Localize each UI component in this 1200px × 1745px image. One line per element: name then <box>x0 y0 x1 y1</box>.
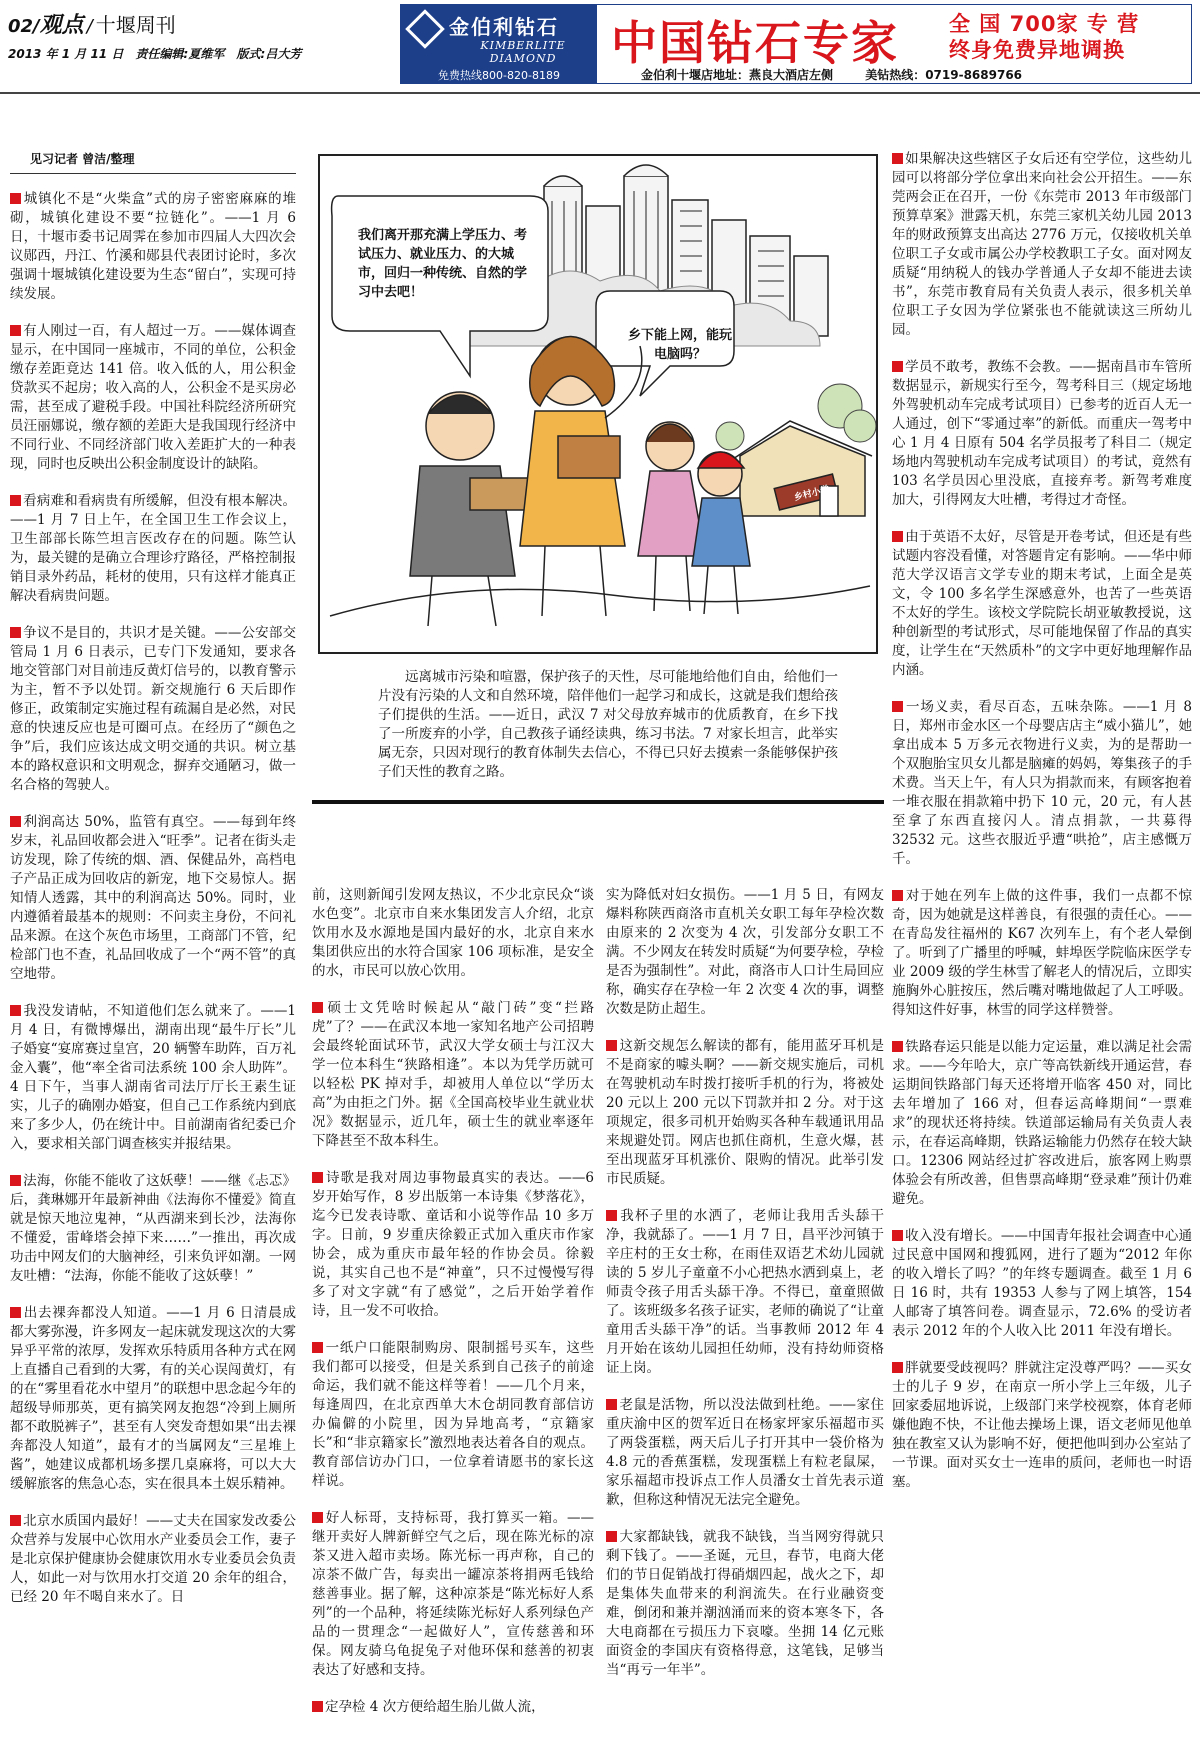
designer-credit: 版式:吕大芳 <box>236 47 302 61</box>
red-square-bullet-icon <box>10 1515 21 1526</box>
news-item <box>10 492 296 606</box>
news-text: 实为降低对妇女损伤。——1 月 5 日，有网友爆料称陕西商洛市直机关女职工每年孕检次数由原来的 2 次变为 4 次，引发部分女职工不满。不少网友在转发时质疑“为何要孕检，孕检是否为强制性”。对此，商洛市人口计生局回应称，确实存在孕检一年 2 次变 4 次的事，调整次数是防止超生。 <box>606 887 884 1017</box>
red-square-bullet-icon <box>10 325 21 336</box>
issue-date: 2013 年 1 月 11 日 <box>8 47 124 61</box>
red-square-bullet-icon <box>892 531 903 542</box>
news-text: 法海，你能不能收了这妖孽！——继《忐忑》后，龚琳娜开年最新神曲《法海你不懂爱》简直就是惊天地泣鬼神，“从西湖来到长沙，法海你不懂爱，雷峰塔会掉下来……”一推出，再次成功击中网友们的大脑神经，引来负评如潮。一网友吐槽：“法海，你能不能收了这妖孽！” <box>10 1173 296 1284</box>
news-item-continued <box>312 886 594 981</box>
news-item <box>892 1227 1192 1341</box>
news-item <box>312 1509 594 1680</box>
red-square-bullet-icon <box>312 1342 323 1353</box>
ad-footer <box>601 67 1191 84</box>
news-item <box>312 1698 594 1717</box>
red-square-bullet-icon <box>892 701 903 712</box>
red-square-bullet-icon <box>892 1041 903 1052</box>
news-item <box>892 150 1192 340</box>
red-square-bullet-icon <box>10 495 21 506</box>
news-text: 对于她在列车上做的这件事，我们一点都不惊奇，因为她就是这样善良，有很强的责任心。——在青岛发往福州的 K67 次列车上，有个老人晕倒了。听到了广播里的呼喊，蚌埠医学院临床医学专业 2009 级的学生林雪了解老人的情况后，立即实施胸外心脏按压，然后嘴对嘴地做起了人工呼吸。得知这件好事，林雪的同学这样赞誉。 <box>892 888 1192 1018</box>
news-item <box>606 1528 884 1680</box>
advertisement-banner <box>400 4 1192 84</box>
news-text: 一场义卖，看尽百态，五味杂陈。——1 月 8 日，郑州市金水区一个母婴店店主“威小猫儿”，她拿出成本 5 万多元衣物进行义卖，为的是帮助一个双胞胎宝贝女儿都是脑瘫的妈妈，筹集孩子的手术费。当天上午，有人只为捐款而来，有顾客抱着一堆衣服在捐款箱中扔下 10 元，20 元，有人甚至拿了东西直接闪人。清点捐款，一共募得 32532 元。这些衣服近乎遭“哄抢”，店主感慨万千。 <box>892 699 1192 867</box>
issue-meta <box>8 45 309 62</box>
news-item <box>10 1172 296 1286</box>
news-text: 利润高达 50%，监管有真空。——每到年终岁末，礼品回收都会进入“旺季”。记者在街头走访发现，除了传统的烟、酒、保健品外，高档电子产品正成为回收店的新宠，地下交易惊人。据知情人透露，其中的利润高达 50%。同时，业内遵循着最基本的规则：不问卖主身份，不问礼品来源。在这个灰色市场里，工商部门不管，纪检部门也不查，礼品回收成了一个“两不管”的真空地带。 <box>10 814 296 982</box>
caption-rule <box>312 800 884 804</box>
news-text: 硕士文凭啥时候起从“敲门砖”变“拦路虎”了？——在武汉本地一家知名地产公司招聘会最终轮面试环节，武汉大学女硕士与江汉大学一位本科生“狭路相逢”。本以为凭学历就可以轻松 PK 掉对手，却被用人单位以“学历太高”为由拒之门外。据《全国高校毕业生就业状况》数据显示，近几年，硕士生的就业率逐年下降甚至不敌本科生。 <box>312 1000 594 1149</box>
news-text: 胖就要受歧视吗？胖就注定没尊严吗？——买女士的儿子 9 岁，在南京一所小学上三年级，儿子回家委屈地诉说，上级部门来学校视察，体育老师嫌他跑不快，不让他去操场上课，语文老师见他单独在教室又认为影响不好，便把他叫到办公室站了一节课。面对买女士一连串的质问，老师也一时语塞。 <box>892 1360 1192 1490</box>
news-text: 北京水质国内最好！——丈夫在国家发改委公众营养与发展中心饮用水产业委员会工作，妻子是北京保护健康协会健康饮用水专业委员会负责人，如此一对与饮用水打交道 20 余年的组合，已经 20 年不喝自来水了。日 <box>10 1513 296 1605</box>
news-text: 这新交规怎么解读的都有，能用蓝牙耳机是不是商家的噱头啊？——新交规实施后，司机在驾驶机动车时拨打接听手机的行为，将被处 20 元以上 200 元以下罚款并扣 2 分。对于这项规定，很多司机开始购买各种车载通讯用品来规避处罚。网店也抓住商机，生意火爆，甚至出现蓝牙耳机涨价、限购的情况。此举引发市民质疑。 <box>606 1038 884 1187</box>
news-item <box>892 1359 1192 1492</box>
ad-side-line-1: 全 国 700家 专 营 <box>949 12 1140 36</box>
news-text: 收入没有增长。——中国青年报社会调查中心通过民意中国网和搜狐网，进行了题为“2012 年你的收入增长了吗？”的年终专题调查。截至 1 月 6 日 16 时，共有 19353 人参与了网上填答，154 人邮寄了填答问卷。调查显示，72.6% 的受访者表示 2012 年的个人收入比 2011 年没有增长。 <box>892 1228 1192 1339</box>
column-center-right <box>606 886 884 1698</box>
red-square-bullet-icon <box>606 1040 617 1051</box>
news-text: 有人刚过一百，有人超过一万。——媒体调查显示，在中国同一座城市，不同的单位，公积金缴存差距竟达 141 倍。收入低的人，用公积金贷款买不起房；收入高的人，公积金不是买房必需，甚至成了避税手段。中国社科院经济所研究员汪丽娜说，缴存额的差距大是我国现行经济中不同行业、不同经济部门收入差距扩大的一种表现，同时也反映出公积金制度设计的缺陷。 <box>10 323 296 472</box>
red-square-bullet-icon <box>312 1512 323 1523</box>
red-square-bullet-icon <box>892 890 903 901</box>
news-item <box>10 1304 296 1494</box>
news-item <box>10 624 296 795</box>
page-number: 02/ <box>8 16 40 37</box>
news-text: 如果解决这些辖区子女后还有空学位，这些幼儿园可以将部分学位拿出来向社会公开招生。——东莞两会正在召开，一份《东莞市 2013 年市级部门预算草案》泄露天机，东莞三家机关幼儿园 2013 年的财政预算支出高达 2776 万元，仅接收机关单位职工子女或市属公办学校教职工子女。面对网友质疑“用纳税人的钱办学普通人子女却不能进去读书”，东莞市教育局有关负责人表示，很多机关单位职工子女因为学位紧张也不能就读这三所幼儿园。 <box>892 151 1192 338</box>
red-square-bullet-icon <box>10 1005 21 1016</box>
news-item <box>606 1207 884 1378</box>
news-text: 老鼠是活物，所以没法做到杜绝。——家住重庆渝中区的贺军近日在杨家坪家乐福超市买了两袋蛋糕，两天后儿子打开其中一袋价格为 4.8 元的香蕉蛋糕，发现蛋糕上有粒老鼠屎，家乐福超市投诉点工作人员潘女士首先表示道歉，但称这种情况无法完全避免。 <box>606 1397 884 1508</box>
red-square-bullet-icon <box>892 153 903 164</box>
ad-side-text <box>949 11 1139 63</box>
red-square-bullet-icon <box>312 1172 323 1183</box>
speech-bubble-child: 乡下能上网，能玩电脑吗？ <box>627 328 732 362</box>
section-title: 观点 <box>39 13 84 38</box>
news-item <box>10 813 296 984</box>
red-square-bullet-icon <box>606 1210 617 1221</box>
news-text: 我杯子里的水洒了，老师让我用舌头舔干净，我就舔了。——1 月 7 日，昌平沙河镇于辛庄村的王女士称，在雨佳双语艺术幼儿园就读的 5 岁儿子童童不小心把热水洒到桌上，老师责令孩子用舌头舔干净。不得已，童童照做了。该班级多名孩子证实，老师的确说了“让童童用舌头舔干净”的话。当事教师 2012 年 4 月开始在该幼儿园担任幼师，没有持幼师资格证上岗。 <box>606 1208 884 1376</box>
school-sign: 乡村小学 <box>793 484 831 504</box>
ad-slogan: 中国钻石专家 <box>611 16 899 70</box>
news-item <box>10 1512 296 1607</box>
news-text: 定孕检 4 次方便给超生胎儿做人流， <box>325 1699 545 1715</box>
news-item <box>892 358 1192 510</box>
brand-name-cn: 金伯利钻石 <box>449 15 559 39</box>
news-item <box>312 999 594 1151</box>
news-item <box>312 1339 594 1491</box>
brand-logo <box>401 5 597 67</box>
red-square-bullet-icon <box>606 1531 617 1542</box>
ad-address: 金伯利十堰店地址：燕良大酒店左侧 <box>641 68 834 82</box>
red-square-bullet-icon <box>10 1175 21 1186</box>
news-text: 我没发请帖，不知道他们怎么就来了。——1 月 4 日，有微博爆出，湖南出现“最牛厅长”儿子婚宴“宴席赛过皇宫，20 辆警车助阵，百万礼金入囊”，他“率全省司法系统 100 余人助阵”。4 日下午，当事人湖南省司法厅厅长王素生证实，儿子的确刚办婚宴，但自己工作系统内到底来了多少人，仍在统计中。目前湖南省纪委已介入，要求相关部门调查核实并报结果。 <box>10 1003 296 1152</box>
header-rule <box>0 92 1200 94</box>
news-item <box>892 698 1192 869</box>
ad-side-line-2: 终身免费异地调换 <box>949 38 1125 62</box>
news-text: 诗歌是我对周边事物最真实的表达。——6 岁开始写作，8 岁出版第一本诗集《梦落花》，迄今已发表诗歌、童话和小说等作品 10 多万字。日前，9 岁重庆徐毅正式加入重庆市作家协会，成为重庆市最年轻的作协会员。徐毅说，其实自己也不是“神童”，只不过慢慢写得多了对文字就“有了感觉”，之后开始学着作诗，且一发不可收拾。 <box>312 1170 594 1319</box>
brand-name-en: KIMBERLITE DIAMOND <box>480 39 566 65</box>
red-square-bullet-icon <box>10 627 21 638</box>
editor-credit: 责任编辑:夏维军 <box>135 47 225 61</box>
news-item <box>312 1169 594 1321</box>
news-text: 学员不敢考，教练不会教。——据南昌市车管所数据显示，新规实行至今，驾考科目三（规定场地外驾驶机动车完成考试项目）已参考的近百人无一人通过，创下“零通过率”的新低。而重庆一驾考中心 1 月 4 日原有 504 名学员报考了科目二（规定场地内驾驶机动车完成考试项目）的考试，竟然有 103 名学员因心里没底，直接弃考。新驾考难度加大，引得网友大吐槽，考得过才奇怪。 <box>892 359 1192 508</box>
ad-phone: 美钻热线：0719-8689766 <box>865 68 1023 82</box>
red-square-bullet-icon <box>892 1362 903 1373</box>
news-item <box>10 1002 296 1154</box>
news-text: 城镇化不是“火柴盒”式的房子密密麻麻的堆砌，城镇化建设不要“拉链化”。——1 月 6 日，十堰市委书记周霁在参加市四届人大四次会议郧西，丹江、竹溪和郧县代表团讨论时，多次强调十堰城镇化建设要为生态“留白”，实现可持续发展。 <box>10 191 296 302</box>
news-item <box>10 322 296 474</box>
red-square-bullet-icon <box>312 1701 323 1712</box>
cartoon-illustration <box>318 154 878 654</box>
news-text: 看病难和看病贵有所缓解，但没有根本解决。——1 月 7 日上午，在全国卫生工作会议上，卫生部部长陈竺坦言医改存在的问题。陈竺认为，最关键的是确立合理诊疗路径，严格控制报销目录外药品，耗材的使用，只有这样才能真正解决看病贵问题。 <box>10 493 296 604</box>
speech-bubble-parent: 我们离开那充满上学压力、考试压力、就业压力、的大城市，回归一种传统、自然的学习中去吧！ <box>358 228 528 300</box>
news-text: 由于英语不太好，尽管是开卷考试，但还是有些试题内容没看懂，对答题肯定有影响。——华中师范大学汉语言文学专业的期末考试，上面全是英文，令 100 多名学生深感意外，也苦了一些英语不太好的学生。该校文学院院长胡亚敏教授说，这种创新型的考试形式，尽可能地保留了作品的真实度，让学生在“天然质朴”的文字中更好地理解作品内涵。 <box>892 529 1192 678</box>
news-item <box>606 1037 884 1189</box>
red-square-bullet-icon <box>10 193 21 204</box>
news-item <box>892 528 1192 680</box>
paper-name: 十堰周刊 <box>95 13 176 37</box>
news-text: 争议不是目的，共识才是关键。——公安部交管局 1 月 6 日表示，已专门下发通知，要求各地交管部门对目前违反黄灯信号的，以教育警示为主，暂不予以处罚。新交规施行 6 天后即作修正，政策制定实施过程有疏漏自是必然，对民意的快速反应也是可圈可点。在经历了“颜色之争”后，我们应该达成文明交通的共识。树立基本的路权意识和文明观念，摒弃交通陋习，做一名合格的驾驶人。 <box>10 625 296 793</box>
masthead <box>0 0 1200 88</box>
news-item-continued <box>606 886 884 1019</box>
diamond-icon <box>405 9 445 49</box>
separator: / <box>86 16 93 37</box>
red-square-bullet-icon <box>10 816 21 827</box>
news-item <box>606 1396 884 1510</box>
news-item <box>892 887 1192 1020</box>
page-header <box>8 8 309 62</box>
page-heading <box>8 8 309 39</box>
ad-hotline: 免费热线800-820-8189 <box>401 67 597 84</box>
news-text: 一纸户口能限制购房、限制摇号买车，这些我们都可以接受，但是关系到自己孩子的前途命运，我们就不能这样等着！——几个月来，每逢周四，在北京西单大木仓胡同教育部信访办偏僻的小院里，因为异地高考，“京籍家长”和“非京籍家长”激烈地表达着各自的观点。教育部信访办门口，一位拿着请愿书的家长这样说。 <box>312 1340 594 1489</box>
illustration-caption: 远离城市污染和喧嚣，保护孩子的天性，尽可能地给他们自由，给他们一片没有污染的人文和自然环境，陪伴他们一起学习和成长，这就是我们想给孩子们提供的生活。——近日，武汉 7 对父母放弃城市的优质教育，在乡下找了一所废弃的小学，自己教孩子诵经读典，练习书法。7 对家长坦言，此举实属无奈，只因对现行的教育体制失去信心，不得已只好去摸索一条能够保护孩子们天性的教育之路。 <box>378 669 838 780</box>
red-square-bullet-icon <box>606 1399 617 1410</box>
red-square-bullet-icon <box>892 361 903 372</box>
news-text: 好人标哥，支持标哥，我打算买一箱。——继开卖好人牌新鲜空气之后，现在陈光标的凉茶又进入超市卖场。陈光标一再声称，自己的凉茶不做广告，每卖出一罐凉茶将捐两毛钱给慈善事业。据了解，这种凉茶是“陈光标好人系列”的一个品种，将延续陈光标好人系列绿色产品的一贯理念“一起做好人”，宣传慈善和环保。网友骑乌龟捉兔子对他环保和慈善的初衷表达了好感和支持。 <box>312 1510 594 1678</box>
news-item <box>892 1038 1192 1209</box>
news-text: 前，这则新闻引发网友热议，不少北京民众“谈水色变”。北京市自来水集团发言人介绍，北京饮用水及水源地是国内最好的水，北京自来水集团供应出的水符合国家 106 项标准，是安全的水，市民可以放心饮用。 <box>312 887 594 979</box>
news-text: 大家都缺钱，就我不缺钱，当当网穷得就只剩下钱了。——圣诞，元旦，春节，电商大佬们的节日促销战打得硝烟四起，战火之下，却是集体失血带来的利润流失。在行业融资变难，倒闭和兼并潮汹涌而来的资本寒冬下，各大电商都在亏损压力下哀嚎。坐拥 14 亿元账面资金的李国庆有资格得意，这笔钱，足够当当“再亏一年半”。 <box>606 1529 884 1678</box>
news-text: 出去裸奔都没人知道。——1 月 6 日清晨成都大雾弥漫，许多网友一起床就发现这次的大雾异乎平常的浓厚，发挥欢乐特质用各种方式在网上直播自己看到的大雾，有的关心误闯黄灯，有的在“雾里看花水中望月”的联想中思念起今年的超级导师那英，更有搞笑网友抱怨“冷到上厕所都不敢脱裤子”，甚至有人突发奇想如果“出去裸奔都没人知道”，最有才的当属网友“三星堆上酱”，她建议成都机场多摆几桌麻将，可以大大缓解旅客的焦急心态，实在很具本土娱乐精神。 <box>10 1305 296 1492</box>
red-square-bullet-icon <box>312 1002 323 1013</box>
news-item <box>10 190 296 304</box>
news-text: 铁路春运只能是以能力定运量，难以满足社会需求。——今年哈大，京广等高铁新线开通运营，春运期间铁路部门每天还将增开临客 450 对，同比去年增加了 166 对，但春运高峰期间“一票难求”的现状还将持续。铁道部运输局有关负责人表示，在春运高峰期，铁路运输能力仍然存在较大缺口。12306 网站经过扩容改进后，旅客网上购票体验会有所改善，但售票高峰期“登录难”预计仍难避免。 <box>892 1039 1192 1207</box>
red-square-bullet-icon <box>892 1230 903 1241</box>
column-left <box>10 150 296 1625</box>
column-right <box>892 150 1192 1510</box>
column-center-left <box>312 886 594 1735</box>
byline: 见习记者 曾洁/整理 <box>10 150 296 174</box>
red-square-bullet-icon <box>10 1307 21 1318</box>
